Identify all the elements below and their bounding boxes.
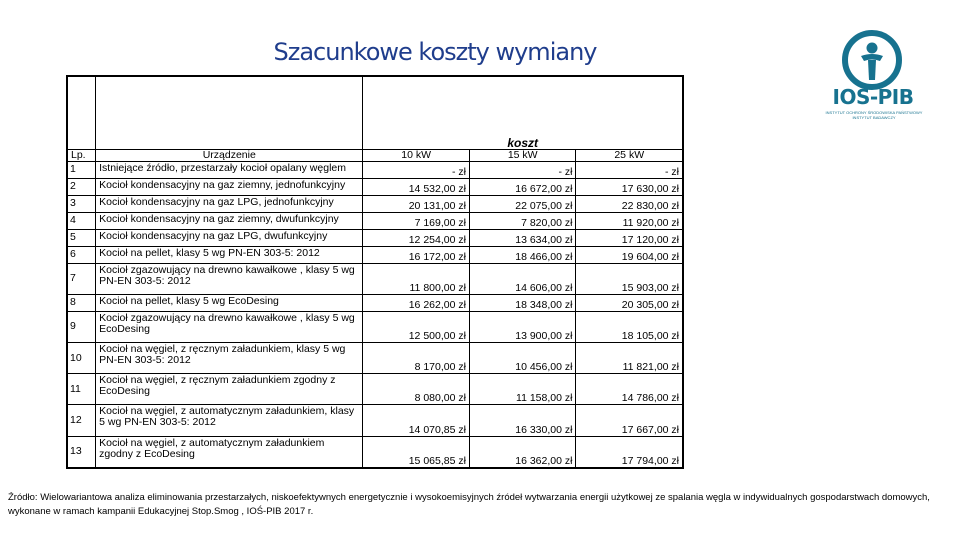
row-cost-25kw: 17 794,00 zł	[576, 436, 683, 467]
row-lp: 11	[68, 374, 96, 405]
row-cost-15kw: 7 820,00 zł	[469, 212, 576, 229]
row-cost-25kw: 11 821,00 zł	[576, 342, 683, 373]
row-cost-10kw: - zł	[363, 162, 470, 179]
table-row	[68, 195, 683, 212]
row-cost-25kw: 11 920,00 zł	[576, 212, 683, 229]
cost-table	[66, 75, 684, 469]
row-cost-10kw: 12 500,00 zł	[363, 311, 470, 342]
row-cost-15kw: 11 158,00 zł	[469, 374, 576, 405]
row-lp: 1	[68, 162, 96, 179]
row-cost-15kw: 18 466,00 zł	[469, 246, 576, 263]
row-cost-15kw: 13 900,00 zł	[469, 311, 576, 342]
row-cost-25kw: - zł	[576, 162, 683, 179]
row-cost-10kw: 14 532,00 zł	[363, 178, 470, 195]
row-lp: 9	[68, 311, 96, 342]
blank-cell	[96, 77, 363, 150]
row-cost-10kw: 14 070,85 zł	[363, 405, 470, 436]
row-device: Kocioł na węgiel, z ręcznym załadunkiem zgodny z EcoDesing	[96, 374, 363, 405]
row-cost-25kw: 14 786,00 zł	[576, 374, 683, 405]
row-cost-15kw: - zł	[469, 162, 576, 179]
row-cost-10kw: 16 172,00 zł	[363, 246, 470, 263]
row-cost-15kw: 18 348,00 zł	[469, 294, 576, 311]
row-lp: 2	[68, 178, 96, 195]
row-cost-10kw: 7 169,00 zł	[363, 212, 470, 229]
row-lp: 13	[68, 436, 96, 467]
row-cost-10kw: 8 170,00 zł	[363, 342, 470, 373]
row-device: Kocioł na węgiel, z ręcznym załadunkiem, klasy 5 wg PN-EN 303-5: 2012	[96, 342, 363, 373]
row-device: Kocioł na węgiel, z automatycznym załadunkiem, klasy 5 wg PN-EN 303-5: 2012	[96, 405, 363, 436]
row-lp: 3	[68, 195, 96, 212]
header-10kw: 10 kW	[363, 150, 470, 162]
header-25kw: 25 kW	[576, 150, 683, 162]
row-cost-25kw: 17 630,00 zł	[576, 178, 683, 195]
row-device: Kocioł kondensacyjny na gaz LPG, dwufunkcyjny	[96, 229, 363, 246]
logo-subtitle: INSTYTUT OCHRONY ŚRODOWISKA PAŃSTWOWY INSTYTUT BADAWCZY	[825, 110, 923, 120]
koszt-header: koszt	[363, 77, 683, 150]
header-device: Urządzenie	[96, 150, 363, 162]
table-row	[68, 294, 683, 311]
row-lp: 8	[68, 294, 96, 311]
row-cost-15kw: 14 606,00 zł	[469, 263, 576, 294]
table-row	[68, 162, 683, 179]
table-row	[68, 263, 683, 294]
header-lp: Lp.	[68, 150, 96, 162]
slide-title: Szacunkowe koszty wymiany	[273, 38, 597, 66]
row-cost-10kw: 20 131,00 zł	[363, 195, 470, 212]
row-cost-25kw: 18 105,00 zł	[576, 311, 683, 342]
row-lp: 5	[68, 229, 96, 246]
row-cost-15kw: 16 672,00 zł	[469, 178, 576, 195]
table-row	[68, 246, 683, 263]
row-cost-25kw: 20 305,00 zł	[576, 294, 683, 311]
header-15kw: 15 kW	[469, 150, 576, 162]
row-cost-10kw: 12 254,00 zł	[363, 229, 470, 246]
row-device: Kocioł na pellet, klasy 5 wg PN-EN 303-5: 2012	[96, 246, 363, 263]
row-cost-15kw: 16 362,00 zł	[469, 436, 576, 467]
row-lp: 10	[68, 342, 96, 373]
row-device: Kocioł na pellet, klasy 5 wg EcoDesing	[96, 294, 363, 311]
row-cost-15kw: 10 456,00 zł	[469, 342, 576, 373]
row-cost-25kw: 17 120,00 zł	[576, 229, 683, 246]
row-cost-25kw: 17 667,00 zł	[576, 405, 683, 436]
table-header-row	[68, 150, 683, 162]
table-row	[68, 436, 683, 467]
table-row	[68, 178, 683, 195]
row-cost-15kw: 16 330,00 zł	[469, 405, 576, 436]
source-note: Źródło: Wielowariantowa analiza eliminowania przestarzałych, niskoefektywnych energetycznie i wysokoemisyjnych źródeł wytwarzania energii użytkowej ze spalania węgla w indywidualnych gospodarstwach domowych, wykonane w ramach kampanii Edukacyjnej Stop.Smog , IOŚ-PIB 2017 r.	[8, 492, 930, 517]
row-cost-25kw: 15 903,00 zł	[576, 263, 683, 294]
row-device: Istniejące źródło, przestarzały kocioł opalany węglem	[96, 162, 363, 179]
blank-cell	[68, 77, 96, 150]
row-device: Kocioł zgazowujący na drewno kawałkowe , klasy 5 wg PN-EN 303-5: 2012	[96, 263, 363, 294]
row-device: Kocioł zgazowujący na drewno kawałkowe , klasy 5 wg EcoDesing	[96, 311, 363, 342]
table-row	[68, 212, 683, 229]
table-row	[68, 342, 683, 373]
table-row	[68, 374, 683, 405]
row-device: Kocioł kondensacyjny na gaz LPG, jednofunkcyjny	[96, 195, 363, 212]
row-cost-10kw: 11 800,00 zł	[363, 263, 470, 294]
row-cost-10kw: 8 080,00 zł	[363, 374, 470, 405]
row-lp: 4	[68, 212, 96, 229]
table-row	[68, 229, 683, 246]
row-cost-10kw: 15 065,85 zł	[363, 436, 470, 467]
row-lp: 6	[68, 246, 96, 263]
table-row	[68, 405, 683, 436]
row-cost-25kw: 19 604,00 zł	[576, 246, 683, 263]
row-device: Kocioł kondensacyjny na gaz ziemny, dwufunkcyjny	[96, 212, 363, 229]
logo-name: IOŚ-PIB	[832, 85, 914, 109]
row-cost-15kw: 13 634,00 zł	[469, 229, 576, 246]
row-cost-10kw: 16 262,00 zł	[363, 294, 470, 311]
row-device: Kocioł na węgiel, z automatycznym załadunkiem zgodny z EcoDesing	[96, 436, 363, 467]
row-cost-25kw: 22 830,00 zł	[576, 195, 683, 212]
row-cost-15kw: 22 075,00 zł	[469, 195, 576, 212]
row-lp: 7	[68, 263, 96, 294]
row-lp: 12	[68, 405, 96, 436]
row-device: Kocioł kondensacyjny na gaz ziemny, jednofunkcyjny	[96, 178, 363, 195]
table-row	[68, 311, 683, 342]
